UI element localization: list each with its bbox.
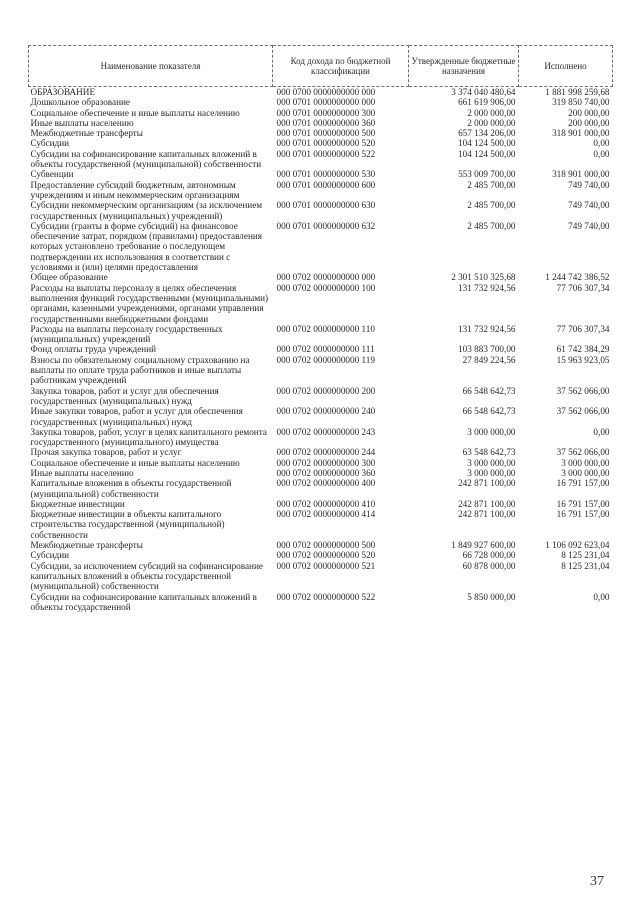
table-row <box>29 406 613 427</box>
table-row <box>29 169 613 179</box>
table-body <box>29 87 613 613</box>
cell-done: 37 562 066,00 <box>556 385 610 396</box>
table-row <box>29 108 613 118</box>
cell-done: 1 881 998 259,68 <box>519 87 613 98</box>
cell-name: Социальное обеспечение и иные выплаты населению <box>30 107 240 118</box>
cell-plan: 131 732 924,56 <box>458 282 516 293</box>
cell-code: 000 0702 0000000000 244 <box>276 447 376 458</box>
cell-name: Предоставление субсидий бюджетным, автономным учреждениям и иным некоммерческим организациям <box>30 179 240 200</box>
cell-done: 749 740,00 <box>568 200 610 211</box>
cell-done: 749 740,00 <box>568 179 610 190</box>
table-row <box>29 272 613 282</box>
cell-plan: 242 871 100,00 <box>458 498 516 509</box>
header-done: Исполнено <box>519 46 613 87</box>
cell-name: Фонд оплаты труда учреждений <box>30 344 157 355</box>
cell-code: 000 0702 0000000000 500 <box>276 540 376 551</box>
cell-name: Межбюджетные трансферты <box>30 540 143 551</box>
cell-plan: 2 485 700,00 <box>467 179 516 190</box>
cell-done: 318 901 000,00 <box>552 169 610 180</box>
cell-name: Субсидии на софинансирование капитальных вложений в объекты государственной (муниципальной) собственности <box>30 148 262 170</box>
cell-done: 0,00 <box>593 148 610 159</box>
cell-plan: 661 619 906,00 <box>458 97 516 108</box>
cell-code: 000 0702 0000000000 300 <box>276 457 376 468</box>
cell-code: 000 0702 0000000000 410 <box>276 498 376 509</box>
cell-name: Дошкольное образование <box>30 97 130 108</box>
cell-code: 000 0702 0000000000 119 <box>276 354 375 365</box>
cell-plan: 63 548 642,73 <box>462 447 516 458</box>
cell-plan: 3 000 000,00 <box>467 467 516 478</box>
cell-plan: 104 124 500,00 <box>458 138 516 149</box>
table-row <box>29 386 613 407</box>
table-row <box>29 458 613 468</box>
cell-plan: 66 548 642,73 <box>462 406 516 417</box>
cell-plan: 2 000 000,00 <box>467 117 516 128</box>
cell-code: 000 0702 0000000000 110 <box>276 323 375 334</box>
table-row <box>29 478 613 499</box>
cell-name: Бюджетные инвестиции в объекты капитального строительства государственной (муниципальной) собственности <box>30 509 225 540</box>
cell-done: 8 125 231,04 <box>561 550 610 561</box>
cell-done: 200 000,00 <box>568 107 610 118</box>
cell-plan: 3 000 000,00 <box>467 426 516 437</box>
budget-execution-table <box>28 45 613 612</box>
cell-done: 15 963 923,05 <box>556 354 610 365</box>
cell-done: 318 901 000,00 <box>552 128 610 139</box>
table-row <box>29 447 613 457</box>
cell-done: 61 742 384,29 <box>556 344 610 355</box>
cell-code: 000 0700 0000000000 000 <box>273 87 409 98</box>
cell-done: 1 244 742 386,52 <box>545 272 610 283</box>
cell-plan: 2 485 700,00 <box>467 200 516 211</box>
cell-done: 3 000 000,00 <box>561 467 610 478</box>
cell-plan: 2 485 700,00 <box>467 220 516 231</box>
cell-done: 319 850 740,00 <box>552 97 610 108</box>
cell-plan: 27 849 224,56 <box>462 354 516 365</box>
cell-done: 3 000 000,00 <box>561 457 610 468</box>
cell-code: 000 0701 0000000000 630 <box>276 200 376 211</box>
cell-done: 0,00 <box>593 591 610 602</box>
cell-name: Субвенции <box>30 169 74 180</box>
cell-done: 37 562 066,00 <box>556 447 610 458</box>
cell-code: 000 0702 0000000000 414 <box>276 509 376 520</box>
cell-name: Субсидии <box>30 138 70 149</box>
cell-name: Иные закупки товаров, работ и услуг для обеспечения государственных (муниципальных) нужд <box>30 406 243 427</box>
cell-code: 000 0702 0000000000 000 <box>276 272 376 283</box>
header-plan: Утвержденные бюджетные назначения <box>409 46 519 87</box>
table-row <box>29 283 613 324</box>
table-row <box>29 355 613 386</box>
cell-code: 000 0702 0000000000 243 <box>276 426 376 437</box>
cell-code: 000 0701 0000000000 300 <box>276 107 376 118</box>
table-row <box>29 509 613 540</box>
cell-done: 0,00 <box>593 426 610 437</box>
cell-done: 0,00 <box>593 138 610 149</box>
cell-name: Закупка товаров, работ, услуг в целях капитального ремонта государственного (муниципального) имущества <box>30 426 267 448</box>
cell-name: Субсидии некоммерческим организациям (за исключением государственных (муниципальных) учреждений) <box>30 200 263 221</box>
cell-code: 000 0701 0000000000 360 <box>276 117 376 128</box>
cell-name: Расходы на выплаты персоналу государственных (муниципальных) учреждений <box>30 323 223 345</box>
cell-code: 000 0701 0000000000 632 <box>276 220 376 231</box>
table-row <box>29 200 613 221</box>
table-header <box>29 46 613 87</box>
cell-done: 37 562 066,00 <box>556 406 610 417</box>
table-row <box>29 550 613 560</box>
table-row <box>29 118 613 128</box>
cell-code: 000 0701 0000000000 600 <box>276 179 376 190</box>
cell-code: 000 0702 0000000000 520 <box>276 550 376 561</box>
cell-code: 000 0702 0000000000 240 <box>276 406 376 417</box>
cell-done: 8 125 231,04 <box>561 560 610 571</box>
table-row <box>29 499 613 509</box>
cell-done: 200 000,00 <box>568 117 610 128</box>
table-row <box>29 468 613 478</box>
cell-name: Иные выплаты населению <box>30 467 134 478</box>
cell-name: Субсидии <box>30 550 70 561</box>
table-row <box>29 97 613 107</box>
table-row <box>29 427 613 448</box>
cell-plan: 66 728 000,00 <box>462 550 516 561</box>
cell-name: Капитальные вложения в объекты государственной (муниципальной) собственности <box>30 478 232 499</box>
cell-done: 16 791 157,00 <box>556 498 610 509</box>
table-row <box>29 87 613 98</box>
cell-name: Иные выплаты населению <box>30 117 134 128</box>
cell-name: Социальное обеспечение и иные выплаты населению <box>30 457 240 468</box>
table-row <box>29 180 613 201</box>
table-row <box>29 561 613 592</box>
cell-name: Общее образование <box>30 272 108 283</box>
header-code: Код дохода по бюджетной классификации <box>273 46 409 87</box>
table-row <box>29 149 613 170</box>
cell-plan: 131 732 924,56 <box>458 323 516 334</box>
cell-plan: 553 009 700,00 <box>458 169 516 180</box>
table-row <box>29 540 613 550</box>
cell-plan: 60 878 000,00 <box>462 560 516 571</box>
cell-plan: 5 850 000,00 <box>467 591 516 602</box>
table-row <box>29 592 613 613</box>
cell-name: Субсидии (гранты в форме субсидий) на финансовое обеспечение затрат, порядком (правилами) предоставления которых установлено требование о последующем подтверждении их использования в соответствии с условиями и (или) целями предоставления <box>30 220 263 273</box>
cell-plan: 2 301 510 325,68 <box>451 272 516 283</box>
cell-plan: 1 849 927 600,00 <box>451 540 516 551</box>
cell-plan: 242 871 100,00 <box>458 478 516 489</box>
table-row <box>29 138 613 148</box>
table-row <box>29 221 613 272</box>
cell-done: 16 791 157,00 <box>556 478 610 489</box>
cell-code: 000 0702 0000000000 360 <box>276 467 376 478</box>
page-number: 37 <box>590 874 604 889</box>
cell-plan: 657 134 206,00 <box>458 128 516 139</box>
cell-name: Закупка товаров, работ и услуг для обеспечения государственных (муниципальных) нужд <box>30 385 219 406</box>
cell-code: 000 0701 0000000000 000 <box>276 97 376 108</box>
cell-code: 000 0702 0000000000 111 <box>276 344 375 355</box>
cell-plan: 104 124 500,00 <box>458 148 516 159</box>
cell-name: Бюджетные инвестиции <box>30 498 125 509</box>
cell-code: 000 0701 0000000000 522 <box>276 148 376 159</box>
cell-plan: 103 883 700,00 <box>458 344 516 355</box>
cell-done: 16 791 157,00 <box>556 509 610 520</box>
table-row <box>29 324 613 345</box>
cell-done: 749 740,00 <box>568 220 610 231</box>
cell-name: Расходы на выплаты персоналу в целях обеспечения выполнения функций государственными (муниципальными) органами, казенными учреждениями, органами управления государственными внебюджетными фондами <box>30 282 269 324</box>
cell-code: 000 0701 0000000000 520 <box>276 138 376 149</box>
cell-code: 000 0701 0000000000 530 <box>276 169 376 180</box>
cell-plan: 66 548 642,73 <box>462 385 516 396</box>
cell-name: Прочая закупка товаров, работ и услуг <box>30 447 182 458</box>
cell-name: Межбюджетные трансферты <box>30 128 143 139</box>
cell-done: 1 106 092 623,04 <box>545 540 610 551</box>
cell-code: 000 0702 0000000000 522 <box>276 591 376 602</box>
cell-code: 000 0702 0000000000 521 <box>276 560 376 571</box>
header-name: Наименование показателя <box>29 46 273 87</box>
cell-code: 000 0702 0000000000 100 <box>276 282 376 293</box>
cell-name: ОБРАЗОВАНИЕ <box>29 87 273 98</box>
cell-plan: 3 000 000,00 <box>467 457 516 468</box>
cell-name: Субсидии на софинансирование капитальных вложений в объекты государственной <box>30 591 257 612</box>
cell-code: 000 0701 0000000000 500 <box>276 128 376 139</box>
table-row <box>29 344 613 354</box>
cell-done: 77 706 307,34 <box>556 282 610 293</box>
cell-plan: 2 000 000,00 <box>467 107 516 118</box>
cell-code: 000 0702 0000000000 200 <box>276 385 376 396</box>
table-row <box>29 128 613 138</box>
cell-done: 77 706 307,34 <box>556 323 610 334</box>
cell-plan: 3 374 040 480,64 <box>409 87 519 98</box>
cell-name: Субсидии, за исключением субсидий на софинансирование капитальных вложений в объекты государственной (муниципальной) собственности <box>30 560 263 592</box>
cell-code: 000 0702 0000000000 400 <box>276 478 376 489</box>
cell-name: Взносы по обязательному социальному страхованию на выплаты по оплате труда работников и иные выплаты работникам учреждений <box>30 354 250 386</box>
cell-plan: 242 871 100,00 <box>458 509 516 520</box>
